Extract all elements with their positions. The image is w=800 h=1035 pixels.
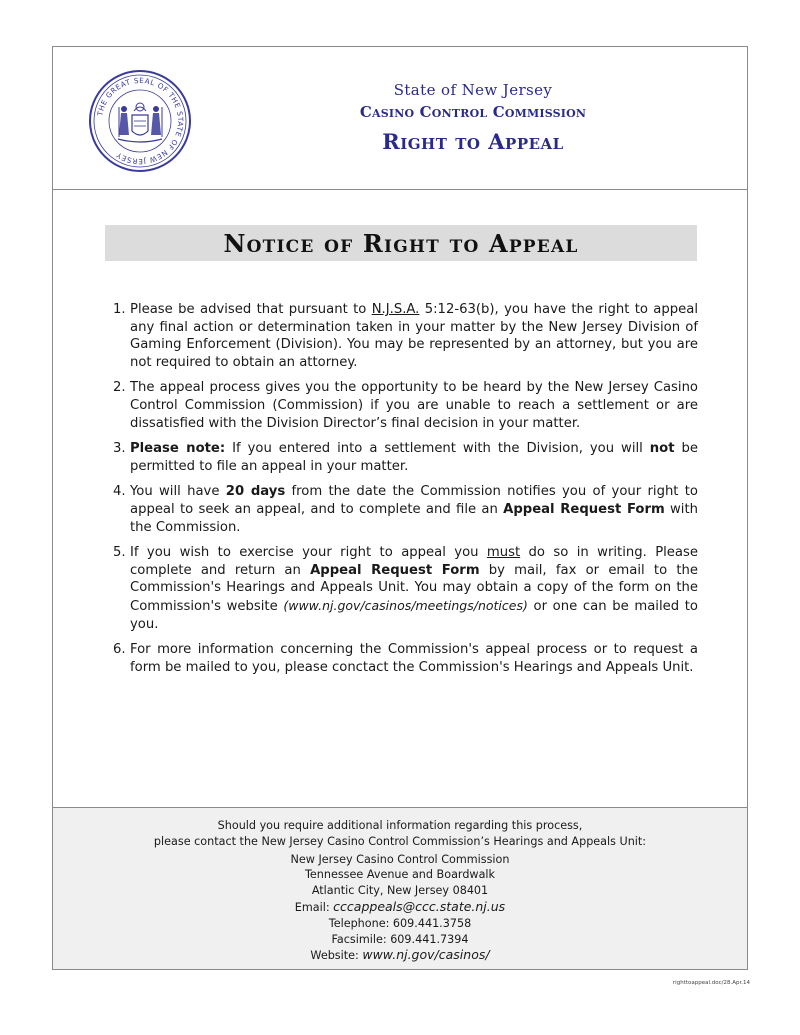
contact-footer	[53, 807, 747, 969]
please-note-label: Please note:	[130, 441, 226, 457]
email-label: Email:	[294, 900, 334, 914]
document-reference: righttoappeal.doc/28.Apr.14	[672, 980, 750, 986]
svg-text:THE GREAT SEAL OF THE STATE OF: THE GREAT SEAL OF THE STATE OF NEW JERSEY	[95, 75, 186, 167]
item-text: or one can be mailed to you.	[130, 598, 698, 632]
item-text: For more information concerning the Commission's appeal process or to request a form be mailed to you, please conctact the Commission's Hearings and Appeals Unit.	[130, 642, 698, 675]
footer-website-line	[53, 947, 747, 964]
item-text: be permitted to file an appeal in your matter.	[130, 441, 698, 474]
item-number: 6.	[113, 642, 126, 658]
item-text: You will have	[130, 484, 226, 500]
item-text: Please be advised that pursuant to	[130, 302, 372, 317]
website-link[interactable]: www.nj.gov/casinos/	[362, 947, 490, 963]
deadline-days: 20 days	[225, 484, 286, 500]
item-text: If you entered into a settlement with the Division, you will	[225, 441, 650, 457]
footer-org: New Jersey Casino Control Commission	[290, 852, 510, 866]
state-seal-logo	[88, 69, 192, 173]
footer-line: please contact the New Jersey Casino Control Commission’s Hearings and Appeals Unit:	[153, 834, 647, 848]
notices-url[interactable]: (www.nj.gov/casinos/meetings/notices)	[283, 597, 528, 613]
list-item	[113, 544, 698, 633]
item-text: The appeal process gives you the opportunity to be heard by the New Jersey Casino Control Commission (Commission) if you are unable to reach a settlement or are dissatisfied with the Division Director’s final decision in your matter.	[130, 380, 698, 431]
item-text: by mail, fax or email to the Commission's Hearings and Appeals Unit. You may obtain a copy of the form on the Commission's website	[130, 562, 699, 614]
footer-street: Tennessee Avenue and Boardwalk	[304, 868, 496, 882]
header-title: Right to Appeal	[382, 129, 564, 154]
item-text: from the date the Commission notifies you of your right to appeal to seek an appeal, and to complete and file an	[130, 484, 699, 517]
page-header	[53, 47, 747, 190]
list-item	[113, 641, 698, 676]
emphasis-must: must	[486, 545, 521, 561]
emphasis-not: not	[649, 441, 675, 457]
item-text: do so in writing. Please complete and return an	[130, 545, 698, 578]
item-number: 4.	[113, 484, 126, 500]
item-text: If you wish to exercise your right to appeal you	[130, 545, 487, 561]
footer-telephone: Telephone: 609.441.3758	[328, 916, 472, 930]
footer-email-line	[53, 899, 747, 916]
list-item	[113, 379, 698, 432]
notice-title-bar	[105, 225, 697, 261]
footer-line: Should you require additional information regarding this process,	[217, 819, 583, 832]
footer-city: Atlantic City, New Jersey 08401	[311, 884, 489, 898]
list-item	[113, 301, 698, 371]
email-link[interactable]: cccappeals@ccc.state.nj.us	[333, 898, 506, 914]
appeal-request-form-name: Appeal Request Form	[310, 562, 480, 578]
item-number: 2.	[113, 380, 126, 396]
item-text: 5:12-63(b), you have the right to appeal any final action or determination taken in your matter by the New Jersey Division of Gaming Enforcement (Division). You may be represented by an attorney, but you are not required to obtain an attorney.	[130, 302, 698, 370]
page-frame	[52, 46, 748, 970]
appeal-request-form-name: Appeal Request Form	[503, 501, 665, 517]
footer-facsimile: Facsimile: 609.441.7394	[331, 932, 469, 946]
item-number: 5.	[113, 545, 126, 561]
list-item	[113, 483, 698, 536]
item-number: 3.	[113, 441, 126, 457]
notice-title: Notice of Right to Appeal	[223, 228, 579, 258]
statute-reference: N.J.S.A.	[371, 302, 420, 317]
list-item	[113, 440, 698, 475]
state-name: State of New Jersey	[393, 81, 553, 99]
notice-items-list	[113, 301, 698, 684]
website-label: Website:	[310, 949, 363, 963]
commission-name: Casino Control Commission	[359, 103, 587, 121]
item-number: 1.	[113, 302, 126, 317]
item-text: with the Commission.	[130, 501, 698, 535]
